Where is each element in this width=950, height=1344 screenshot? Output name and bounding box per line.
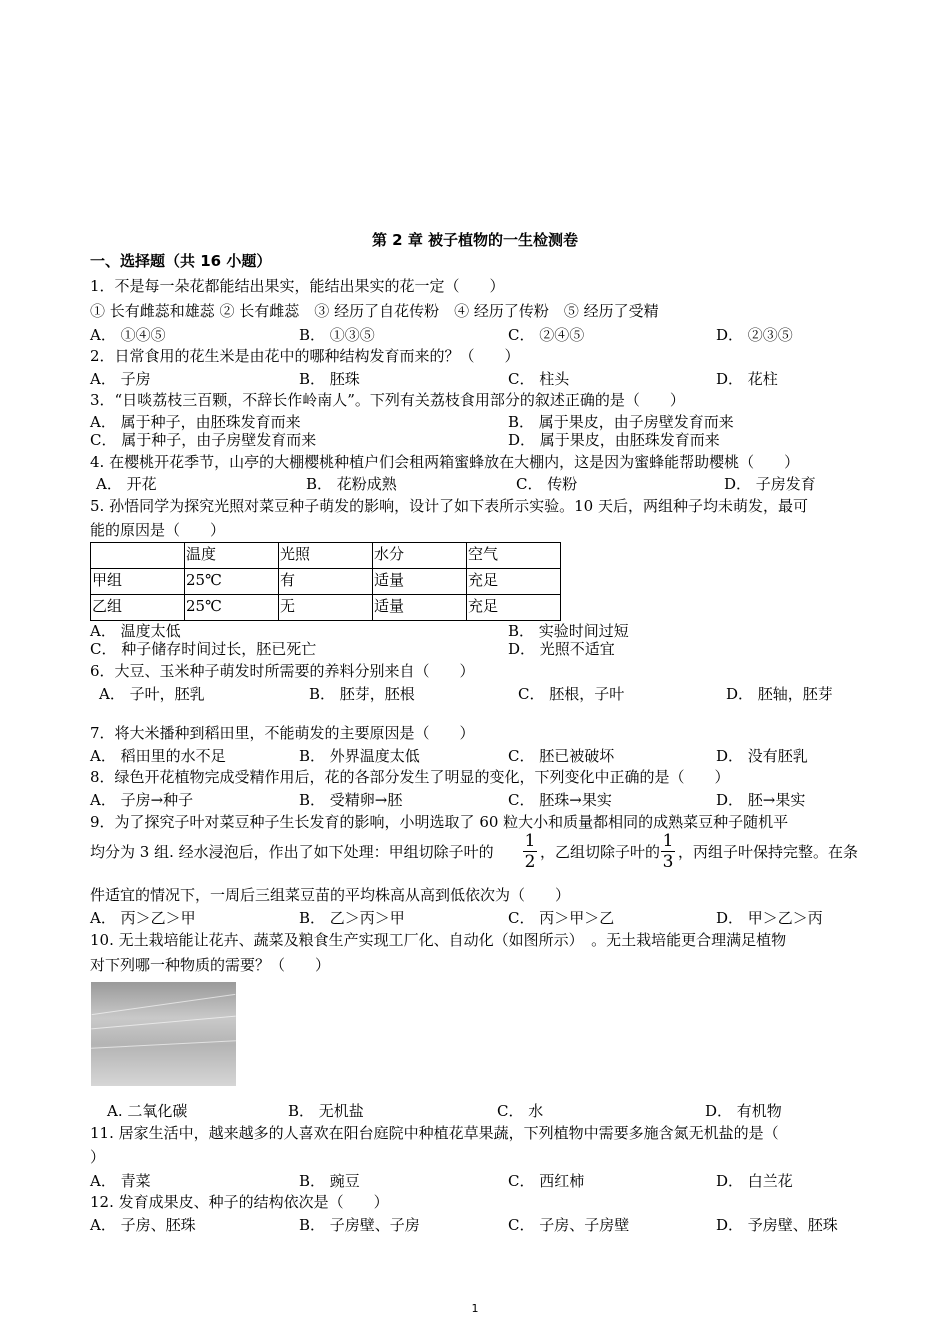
table-cell: 适量: [373, 569, 467, 595]
q11-option-d: D． 白兰花: [716, 1172, 793, 1190]
q9-option-c: C． 丙＞甲＞乙: [508, 909, 615, 927]
question-7-stem: 7．将大米播种到稻田里，不能萌发的主要原因是（ ）: [90, 724, 475, 742]
table-cell: 有: [279, 569, 373, 595]
table-cell: 甲组: [91, 569, 185, 595]
table-cell: 充足: [467, 595, 561, 621]
q8-option-a: A． 子房→种子: [90, 791, 194, 809]
table-cell: 水分: [373, 543, 467, 569]
table-cell: 光照: [279, 543, 373, 569]
q5-option-b: B． 实验时间过短: [508, 622, 629, 640]
question-10-stem-line1: 10. 无土栽培能让花卉、蔬菜及粮食生产实现工厂化、自动化（如图所示） 。无土栽培能更合理满足植物: [90, 931, 787, 949]
q1-option-a: A． ①④⑤: [90, 326, 166, 344]
q2-option-a: A． 子房: [90, 370, 151, 388]
photo-detail: [91, 1016, 236, 1030]
table-cell: 25℃: [185, 595, 279, 621]
question-5-stem-line2: 能的原因是（ ）: [90, 521, 226, 539]
question-9-stem-line2a: 均分为 3 组. 经水浸泡后，作出了如下处理：甲组切除子叶的: [90, 843, 494, 861]
page-number: 1: [471, 1302, 479, 1315]
q12-option-c: C． 子房、子房壁: [508, 1216, 630, 1234]
q3-option-d: D． 属于果皮，由胚珠发育而来: [508, 431, 720, 449]
q3-option-c: C． 属于种子，由子房壁发育而来: [90, 431, 317, 449]
question-1-stem: 1．不是每一朵花都能结出果实，能结出果实的花一定（ ）: [90, 277, 505, 295]
question-8-stem: 8．绿色开花植物完成受精作用后，花的各部分发生了明显的变化，下列变化中正确的是（ ）: [90, 768, 730, 786]
q6-option-d: D． 胚轴，胚芽: [726, 685, 833, 703]
question-4-stem: 4. 在樱桃开花季节，山亭的大棚樱桃种植户们会租两箱蜜蜂放在大棚内，这是因为蜜蜂能帮助樱桃（ ）: [90, 453, 800, 471]
q10-option-c: C． 水: [497, 1102, 544, 1120]
photo-detail: [92, 994, 236, 1015]
table-row: [91, 569, 561, 595]
q5-option-c: C． 种子储存时间过长，胚已死亡: [90, 640, 317, 658]
table-cell: 25℃: [185, 569, 279, 595]
question-6-stem: 6．大豆、玉米种子萌发时所需要的养料分别来自（ ）: [90, 662, 475, 680]
fraction-one-half: [523, 832, 537, 871]
question-2-stem: 2．日常食用的花生米是由花中的哪种结构发育而来的？（ ）: [90, 347, 520, 365]
fraction-denominator: 2: [524, 852, 536, 872]
q6-option-a: A． 子叶，胚乳: [99, 685, 205, 703]
q10-option-b: B． 无机盐: [288, 1102, 364, 1120]
q4-option-b: B． 花粉成熟: [306, 475, 397, 493]
q6-option-c: C． 胚根，子叶: [518, 685, 625, 703]
q8-option-d: D． 胚→果实: [716, 791, 806, 809]
q3-option-a: A． 属于种子，由胚珠发育而来: [90, 413, 301, 431]
q5-option-a: A． 温度太低: [90, 622, 181, 640]
q4-option-a: A． 开花: [96, 475, 157, 493]
q8-option-c: C． 胚珠→果实: [508, 791, 612, 809]
q11-option-c: C． 西红柿: [508, 1172, 585, 1190]
q12-option-a: A． 子房、胚珠: [90, 1216, 196, 1234]
q9-option-d: D． 甲＞乙＞丙: [716, 909, 823, 927]
experiment-table: [90, 542, 561, 621]
table-cell: [91, 543, 185, 569]
fraction-one-third: [661, 832, 675, 871]
q7-option-b: B． 外界温度太低: [299, 747, 420, 765]
q11-option-a: A． 青菜: [90, 1172, 151, 1190]
q11-option-b: B． 豌豆: [299, 1172, 360, 1190]
fraction-numerator: 1: [662, 831, 674, 851]
question-1-items: ① 长有雌蕊和雄蕊 ② 长有雌蕊 ③ 经历了自花传粉 ④ 经历了传粉 ⑤ 经历了受精: [90, 302, 659, 320]
q9-option-b: B． 乙＞丙＞甲: [299, 909, 405, 927]
q12-option-d: D． 予房壁、胚珠: [716, 1216, 838, 1234]
q4-option-c: C． 传粉: [516, 475, 578, 493]
q6-option-b: B． 胚芽，胚根: [309, 685, 415, 703]
question-9-stem-line2b: ，乙组切除子叶的: [540, 843, 661, 861]
table-cell: 空气: [467, 543, 561, 569]
table-cell: 温度: [185, 543, 279, 569]
q1-option-c: C． ②④⑤: [508, 326, 585, 344]
question-10-stem-line2: 对下列哪一种物质的需要？（ ）: [90, 956, 331, 974]
question-9-stem-line2c: ，丙组子叶保持完整。在条: [678, 843, 859, 861]
question-5-stem-line1: 5. 孙悟同学为探究光照对菜豆种子萌发的影响，设计了如下表所示实验。10 天后，两组种子均未萌发，最可: [90, 497, 808, 515]
q2-option-d: D． 花柱: [716, 370, 778, 388]
q1-option-b: B． ①③⑤: [299, 326, 375, 344]
q7-option-a: A． 稻田里的水不足: [90, 747, 226, 765]
question-9-stem-line3: 件适宜的情况下，一周后三组菜豆苗的平均株高从高到低依次为（ ）: [90, 886, 571, 904]
question-11-stem-line2: ）: [90, 1148, 106, 1166]
table-row: [91, 595, 561, 621]
table-cell: 适量: [373, 595, 467, 621]
q1-option-d: D． ②③⑤: [716, 326, 793, 344]
q7-option-d: D． 没有胚乳: [716, 747, 808, 765]
table-cell: 充足: [467, 569, 561, 595]
photo-detail: [91, 1040, 236, 1049]
fraction-numerator: 1: [524, 831, 536, 851]
page-title: 第 2 章 被子植物的一生检测卷: [371, 231, 579, 249]
q7-option-c: C． 胚已被破坏: [508, 747, 615, 765]
section-heading: 一、选择题（共 16 小题）: [90, 252, 272, 270]
q8-option-b: B． 受精卵→胚: [299, 791, 403, 809]
question-11-stem-line1: 11. 居家生活中，越来越多的人喜欢在阳台庭院中种植花草果蔬，下列植物中需要多施含氮无机盐的是（: [90, 1124, 779, 1142]
question-12-stem: 12. 发育成果皮、种子的结构依次是（ ）: [90, 1193, 389, 1211]
question-9-stem-line1: 9．为了探究子叶对菜豆种子生长发育的影响，小明选取了 60 粒大小和质量都相同的成熟菜豆种子随机平: [90, 813, 789, 831]
q3-option-b: B． 属于果皮，由子房壁发育而来: [508, 413, 734, 431]
q12-option-b: B． 子房壁、子房: [299, 1216, 420, 1234]
greenhouse-photo: [91, 982, 236, 1086]
q2-option-c: C． 柱头: [508, 370, 570, 388]
fraction-denominator: 3: [662, 852, 674, 872]
table-header-row: [91, 543, 561, 569]
q2-option-b: B． 胚珠: [299, 370, 360, 388]
table-cell: 乙组: [91, 595, 185, 621]
table-cell: 无: [279, 595, 373, 621]
question-3-stem: 3．“日啖荔枝三百颗，不辞长作岭南人”。下列有关荔枝食用部分的叙述正确的是（ ）: [90, 391, 685, 409]
q4-option-d: D． 子房发育: [724, 475, 816, 493]
q5-option-d: D． 光照不适宜: [508, 640, 615, 658]
q10-option-d: D． 有机物: [705, 1102, 782, 1120]
q9-option-a: A． 丙＞乙＞甲: [90, 909, 196, 927]
q10-option-a: A. 二氧化碳: [107, 1102, 188, 1120]
